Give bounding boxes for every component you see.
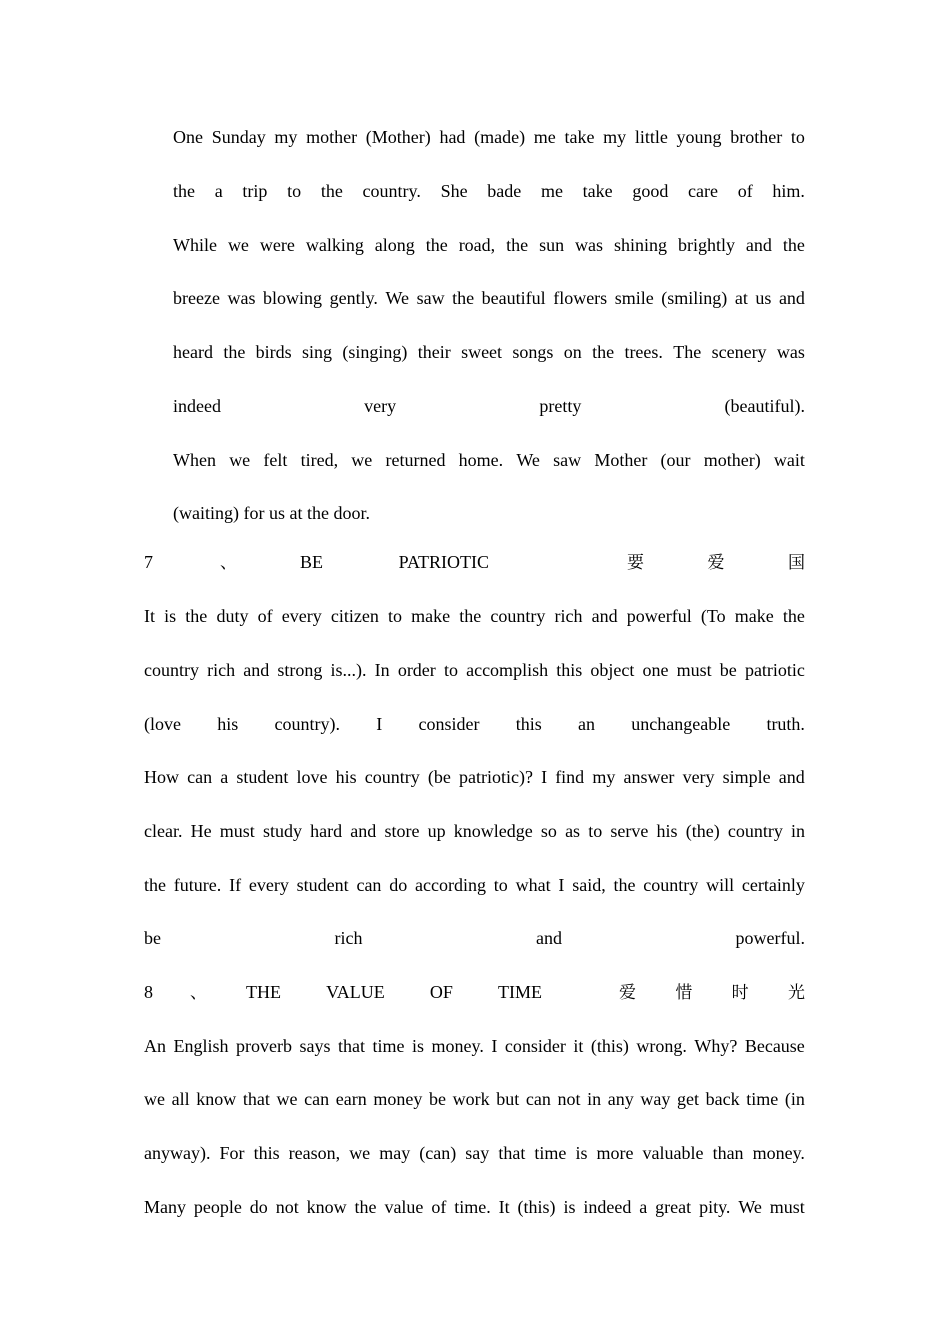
body-line — [144, 766, 805, 788]
word: tired, — [300, 450, 339, 470]
word: An — [144, 1036, 166, 1056]
word: time — [534, 1143, 567, 1163]
word: clear. — [144, 821, 183, 841]
word: While — [173, 235, 217, 255]
section-heading — [144, 981, 805, 1003]
word: We — [738, 1197, 762, 1217]
heading-word: VALUE — [326, 982, 385, 1002]
word: us — [755, 288, 772, 308]
word: It — [498, 1197, 510, 1217]
word: country — [727, 821, 783, 841]
passage-line — [173, 395, 805, 417]
section-title — [300, 551, 489, 573]
word: The — [673, 342, 702, 362]
word: consider — [418, 714, 480, 734]
word: When — [173, 450, 216, 470]
word: his — [335, 767, 357, 787]
body-line — [144, 820, 805, 842]
word: do — [249, 1197, 268, 1217]
word: we — [351, 450, 373, 470]
word: is — [575, 1143, 588, 1163]
section-separator: 、 — [220, 553, 237, 573]
word: may — [379, 1143, 411, 1163]
word: and — [350, 821, 377, 841]
word: and — [778, 767, 805, 787]
section-number: 7 — [144, 552, 153, 572]
word: the — [452, 288, 475, 308]
word: We — [516, 450, 540, 470]
word: and — [535, 928, 562, 948]
word: student — [236, 767, 289, 787]
word: as — [565, 821, 581, 841]
word: (love — [144, 714, 181, 734]
word: English — [173, 1036, 229, 1056]
word: love — [296, 767, 328, 787]
word: do — [389, 875, 408, 895]
word: money. — [431, 1036, 484, 1056]
word: can — [525, 1089, 551, 1109]
word: sweet — [461, 342, 503, 362]
word: must — [219, 821, 255, 841]
word: the — [592, 342, 615, 362]
word: a — [639, 1197, 648, 1217]
word: saw — [553, 450, 582, 470]
word: my — [592, 767, 616, 787]
word: country — [643, 875, 699, 895]
heading-word: BE — [300, 552, 324, 572]
word: (can) — [419, 1143, 457, 1163]
word: hard — [310, 821, 343, 841]
word: brother — [730, 127, 783, 147]
word: every — [281, 606, 322, 626]
word: rich — [334, 928, 363, 948]
word: serve — [610, 821, 649, 841]
word: trees. — [624, 342, 663, 362]
body-line — [144, 1088, 805, 1110]
word: (beautiful). — [724, 396, 805, 416]
body-line — [144, 713, 805, 735]
word: songs — [512, 342, 554, 362]
word: (the) — [685, 821, 720, 841]
word: country — [490, 606, 546, 626]
word: indeed — [173, 396, 221, 416]
word: at — [734, 288, 748, 308]
word: can — [187, 767, 213, 787]
word: the — [223, 342, 246, 362]
word: In — [374, 660, 390, 680]
word: says — [299, 1036, 331, 1056]
body-line — [144, 927, 805, 949]
word: him. — [772, 181, 805, 201]
word: simple — [722, 767, 771, 787]
word: unchangeable — [631, 714, 731, 734]
word: must — [676, 660, 712, 680]
word: be — [719, 660, 737, 680]
word: the — [782, 606, 805, 626]
word: had — [439, 127, 466, 147]
word: not — [275, 1197, 299, 1217]
word: wrong. — [636, 1036, 687, 1056]
word: can — [304, 1089, 330, 1109]
word: the — [459, 606, 482, 626]
word: back — [705, 1089, 740, 1109]
heading-word: OF — [429, 982, 453, 1002]
word: me — [533, 127, 556, 147]
word: mother) — [703, 450, 761, 470]
word: work — [452, 1089, 490, 1109]
word: answer — [623, 767, 675, 787]
word: little — [634, 127, 668, 147]
word: know — [196, 1089, 237, 1109]
word: wait — [773, 450, 805, 470]
word: this — [556, 660, 583, 680]
word: any — [607, 1089, 634, 1109]
body-line — [144, 1142, 805, 1164]
word: that — [338, 1036, 365, 1056]
word: a — [220, 767, 229, 787]
word: what — [515, 875, 551, 895]
word: heard — [173, 342, 213, 362]
word: the — [320, 181, 343, 201]
word: than — [712, 1143, 744, 1163]
word: time — [372, 1036, 405, 1056]
word: pretty — [539, 396, 582, 416]
word: We — [385, 288, 410, 308]
word: country — [364, 767, 420, 787]
word: to — [588, 821, 603, 841]
word: time — [746, 1089, 779, 1109]
word: the — [506, 235, 529, 255]
word: his — [656, 821, 678, 841]
word: If — [229, 875, 242, 895]
word: time. — [454, 1197, 491, 1217]
word: get — [677, 1089, 699, 1109]
word: Sunday — [211, 127, 266, 147]
word: proverb — [236, 1036, 292, 1056]
word: knowledge — [453, 821, 533, 841]
word: according — [415, 875, 486, 895]
word: to — [287, 181, 302, 201]
word: rich — [207, 660, 236, 680]
word: shining — [614, 235, 668, 255]
word: patriotic)? — [458, 767, 533, 787]
word: is — [412, 1036, 425, 1056]
word: must — [769, 1197, 805, 1217]
word: up — [427, 821, 446, 841]
word: (be — [427, 767, 451, 787]
word: of — [431, 1197, 447, 1217]
word: bade — [487, 181, 522, 201]
word: smile — [614, 288, 654, 308]
word: felt — [263, 450, 288, 470]
word: my — [274, 127, 298, 147]
word: money. — [752, 1143, 805, 1163]
word: (Mother) — [365, 127, 431, 147]
word: on — [563, 342, 582, 362]
word: the — [613, 875, 636, 895]
word: I — [558, 875, 565, 895]
word: (smiling) — [661, 288, 728, 308]
word: sun — [539, 235, 565, 255]
word: so — [540, 821, 557, 841]
word: we — [144, 1089, 165, 1109]
word: to — [387, 606, 402, 626]
word: was — [575, 235, 604, 255]
word: take — [582, 181, 613, 201]
word: we — [227, 235, 249, 255]
word: and — [243, 660, 270, 680]
passage-line: (waiting) for us at the door. — [173, 503, 370, 523]
word: was — [227, 288, 256, 308]
word: reason, — [288, 1143, 341, 1163]
heading-word: 要 — [627, 553, 644, 573]
body-line — [144, 659, 805, 681]
word: people — [193, 1197, 242, 1217]
heading-word: THE — [246, 982, 281, 1002]
word: the — [144, 875, 166, 895]
word: more — [596, 1143, 634, 1163]
word: say — [465, 1143, 490, 1163]
word: Why? — [694, 1036, 738, 1056]
word: know — [306, 1197, 347, 1217]
word: scenery — [711, 342, 767, 362]
word: anyway). — [144, 1143, 211, 1163]
word: value — [384, 1197, 424, 1217]
heading-word: 爱 — [619, 983, 636, 1003]
word: make — [734, 606, 774, 626]
word: One — [173, 127, 203, 147]
word: my — [603, 127, 627, 147]
word: in — [790, 821, 805, 841]
word: that — [498, 1143, 526, 1163]
passage-line — [173, 341, 805, 363]
word: of — [257, 606, 273, 626]
word: citizen — [330, 606, 379, 626]
word: this — [515, 714, 542, 734]
word: care — [688, 181, 719, 201]
word: patriotic — [744, 660, 805, 680]
word: brightly — [677, 235, 735, 255]
word: good — [632, 181, 669, 201]
word: of — [737, 181, 753, 201]
word: trip — [242, 181, 268, 201]
word: order — [397, 660, 436, 680]
word: sing — [302, 342, 333, 362]
word: (To — [700, 606, 726, 626]
word: take — [564, 127, 595, 147]
word: pity. — [699, 1197, 731, 1217]
word: (this) — [590, 1036, 629, 1056]
word: certainly — [741, 875, 805, 895]
heading-word: 惜 — [675, 983, 693, 1003]
word: birds — [255, 342, 292, 362]
word: indeed — [583, 1197, 632, 1217]
word: Mother — [594, 450, 648, 470]
word: an — [577, 714, 595, 734]
word: duty — [216, 606, 249, 626]
body-line — [144, 1035, 805, 1057]
word: saw — [416, 288, 445, 308]
word: gently. — [329, 288, 378, 308]
section-title — [246, 981, 542, 1003]
word: but — [496, 1089, 520, 1109]
word: is...). — [330, 660, 367, 680]
word: the — [425, 235, 448, 255]
word: way — [640, 1089, 671, 1109]
word: truth. — [766, 714, 805, 734]
word: (in — [784, 1089, 805, 1109]
word: along — [374, 235, 415, 255]
passage-line — [173, 449, 805, 471]
word: not — [557, 1089, 581, 1109]
word: in — [587, 1089, 602, 1109]
word: I — [376, 714, 383, 734]
word: Because — [744, 1036, 805, 1056]
word: his — [217, 714, 239, 734]
word: walking — [305, 235, 364, 255]
passage-line — [173, 234, 805, 256]
word: we — [229, 450, 251, 470]
word: is — [164, 606, 177, 626]
passage-line — [173, 287, 805, 309]
section-separator: 、 — [190, 983, 207, 1003]
word: and — [778, 288, 805, 308]
word: one — [642, 660, 669, 680]
word: It — [144, 606, 155, 626]
section-heading — [144, 551, 805, 573]
word: strong — [277, 660, 323, 680]
section-chinese-title — [619, 982, 805, 1004]
word: was — [776, 342, 805, 362]
word: returned — [385, 450, 446, 470]
word: the — [173, 181, 195, 201]
word: country. — [362, 181, 421, 201]
word: make — [411, 606, 451, 626]
word: I — [491, 1036, 498, 1056]
word: their — [417, 342, 451, 362]
word: consider — [504, 1036, 566, 1056]
word: it — [573, 1036, 584, 1056]
word: rich — [554, 606, 583, 626]
word: young — [676, 127, 722, 147]
heading-word: 国 — [788, 553, 805, 573]
word: mother — [306, 127, 358, 147]
word: very — [682, 767, 715, 787]
word: this — [253, 1143, 280, 1163]
word: object — [590, 660, 635, 680]
body-line — [144, 874, 805, 896]
word: valuable — [642, 1143, 704, 1163]
word: me — [540, 181, 563, 201]
word: student — [296, 875, 349, 895]
word: great — [655, 1197, 692, 1217]
heading-word: PATRIOTIC — [398, 552, 489, 572]
word: earn — [335, 1089, 367, 1109]
passage-line — [173, 126, 805, 148]
word: will — [706, 875, 735, 895]
word: (singing) — [342, 342, 408, 362]
word: the — [354, 1197, 377, 1217]
passage-line — [173, 180, 805, 202]
word: and — [591, 606, 618, 626]
word: every — [248, 875, 289, 895]
word: said, — [572, 875, 606, 895]
word: we — [349, 1143, 371, 1163]
word: all — [171, 1089, 190, 1109]
word: accomplish — [466, 660, 549, 680]
word: to — [493, 875, 508, 895]
word: we — [276, 1089, 298, 1109]
word: beautiful — [481, 288, 546, 308]
word: For — [219, 1143, 245, 1163]
word: very — [364, 396, 397, 416]
word: money — [373, 1089, 423, 1109]
body-line — [144, 1196, 805, 1218]
word: (this) — [517, 1197, 556, 1217]
word: were — [259, 235, 295, 255]
word: be — [144, 928, 161, 948]
word: powerful. — [735, 928, 805, 948]
word: to — [443, 660, 458, 680]
word: find — [555, 767, 585, 787]
word: study — [262, 821, 302, 841]
word: I — [541, 767, 548, 787]
word: (made) — [474, 127, 526, 147]
heading-word: 光 — [787, 983, 805, 1003]
word: Many — [144, 1197, 186, 1217]
word: is — [563, 1197, 576, 1217]
word: home. — [458, 450, 504, 470]
word: be — [428, 1089, 446, 1109]
word: the — [782, 235, 805, 255]
word: country). — [274, 714, 340, 734]
word: He — [190, 821, 212, 841]
word: can — [356, 875, 382, 895]
heading-word: 时 — [731, 983, 749, 1003]
word: and — [745, 235, 772, 255]
word: (our — [660, 450, 691, 470]
word: blowing — [263, 288, 323, 308]
word: breeze — [173, 288, 220, 308]
heading-word: TIME — [497, 982, 542, 1002]
body-line — [144, 605, 805, 627]
word: that — [242, 1089, 270, 1109]
word: road, — [458, 235, 496, 255]
word: She — [440, 181, 468, 201]
section-number: 8 — [144, 982, 153, 1002]
word: future. — [173, 875, 222, 895]
section-chinese-title — [627, 552, 805, 574]
word: flowers — [553, 288, 608, 308]
word: to — [790, 127, 805, 147]
word: store — [384, 821, 420, 841]
heading-word: 爱 — [707, 553, 725, 573]
word: the — [185, 606, 208, 626]
word: How — [144, 767, 179, 787]
word: country — [144, 660, 199, 680]
word: a — [214, 181, 223, 201]
word: powerful — [626, 606, 692, 626]
